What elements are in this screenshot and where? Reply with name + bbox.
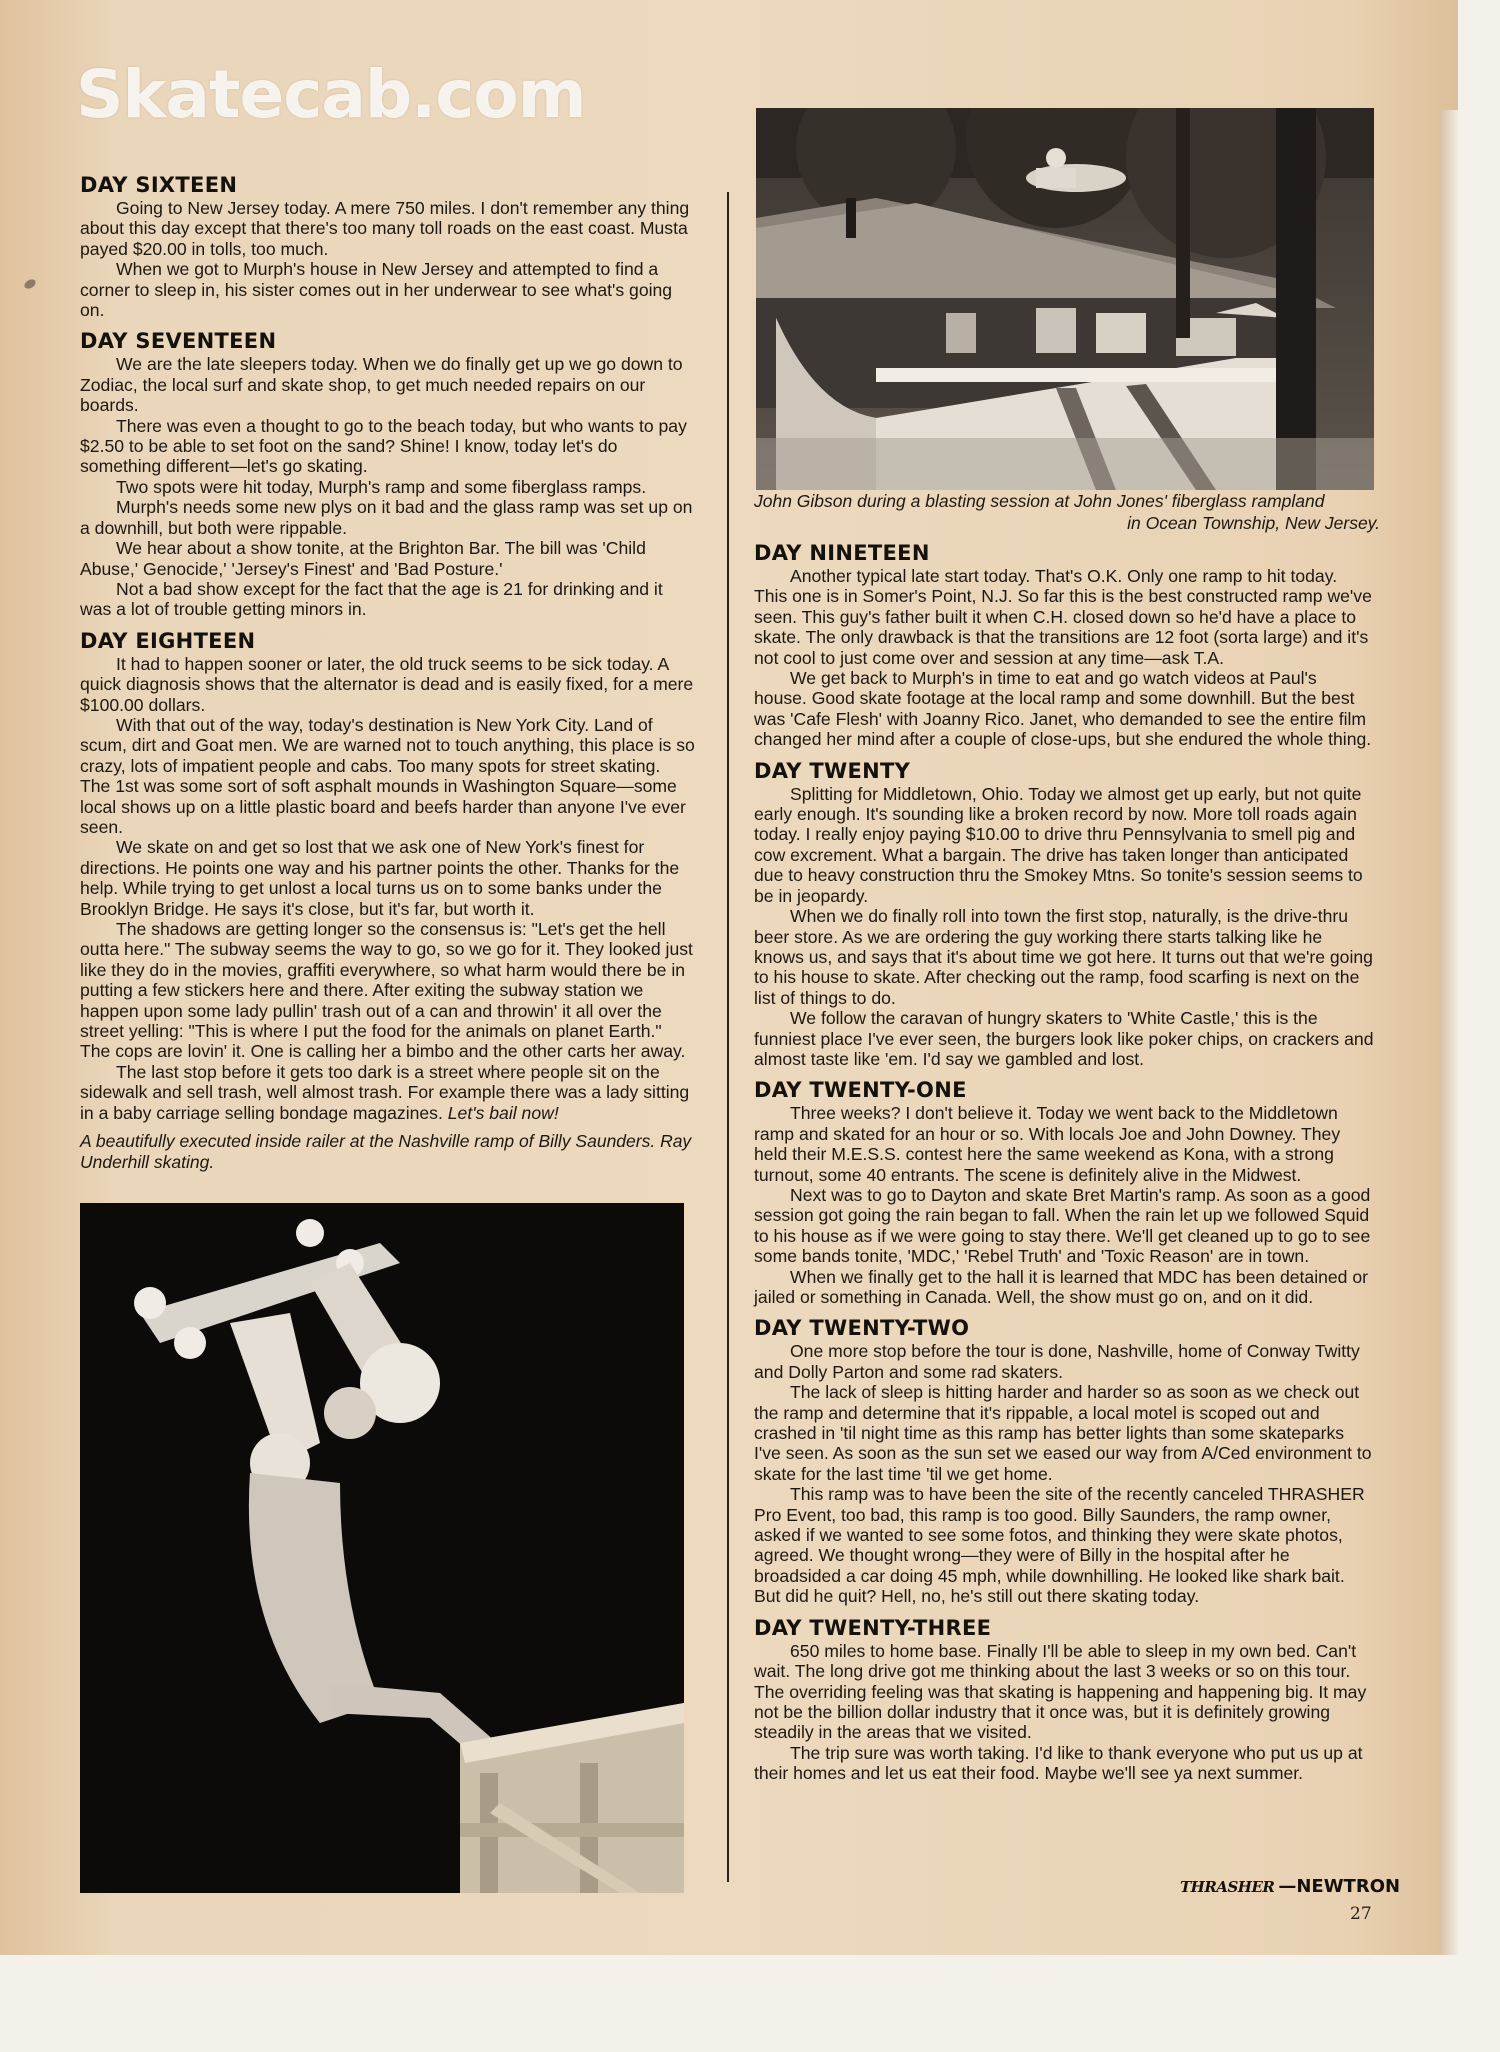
paragraph: Not a bad show except for the fact that the age is 21 for drinking and it was a lot of trouble getting minors in. (80, 578, 663, 620)
paragraph: When we got to Murph's house in New Jersey and attempted to find a corner to sleep in, his sister comes out in her underwear to see what's going on. (80, 259, 673, 321)
bottom-photo-caption: A beautifully executed inside railer at the Nashville ramp of Billy Saunders. Ray Underhill skating. (80, 1131, 692, 1173)
paragraph: With that out of the way, today's destination is New York City. Land of scum, dirt and Goat men. We are warned not to touch anything, this place is so crazy, lots of impatient people and cabs. Too many spots for street skating. The 1st was some sort of soft asphalt mounds in Washington Square—some local shows up on a little plastic board and beefs harder than anyone I've ever seen. (80, 714, 695, 837)
paragraph: We follow the caravan of hungry skaters to 'White Castle,' this is the funniest place I've ever seen, the burgers look like poker chips, on crackers and almost taste like 'em. I'd say we gambled and lost. (754, 1008, 1374, 1069)
page-edge (1440, 110, 1458, 1955)
paragraph: It had to happen sooner or later, the old truck seems to be sick today. A quick diagnosis shows that the alternator is dead and is easily fixed, for a mere $100.00 dollars. (80, 653, 694, 715)
paragraph: Murph's needs some new plys on it bad and the glass ramp was set up on a downhill, but both were rippable. (80, 497, 693, 538)
section-day-twenty-three (754, 1615, 1374, 1784)
right-column (754, 540, 1374, 1792)
section-day-twenty-two (754, 1315, 1374, 1606)
watermark: Skatecab.com (76, 56, 586, 133)
page-smudge (23, 278, 37, 291)
paragraph: We are the late sleepers today. When we do finally get up we go down to Zodiac, the local surf and skate shop, to get much needed repairs on our boards. (80, 354, 683, 416)
section-day-twenty-one (754, 1077, 1374, 1307)
paragraph: We skate on and get so lost that we ask one of New York's finest for directions. He points one way and his partner points the other. Thanks for the help. While trying to get unlost a local turns us on to some banks under the Brooklyn Bridge. He says it's close, but it's far, but worth it. (80, 837, 680, 919)
paragraph: 650 miles to home base. Finally I'll be able to sleep in my own bed. Can't wait. The long drive got me thinking about the last 3 weeks or so on this tour. The overriding feeling was that skating is happening and happening big. It may not be the billion dollar industry that it once was, but it is definitely growing steadily in the areas that we visited. (754, 1640, 1367, 1743)
paragraph: The trip sure was worth taking. I'd like to thank everyone who put us up at their homes and let us eat their food. Maybe we'll see ya next summer. (754, 1742, 1363, 1784)
paragraph: When we finally get to the hall it is learned that MDC has been detained or jailed or something in Canada. Well, the show must go on, and on it did. (754, 1266, 1368, 1307)
paragraph: The shadows are getting longer so the consensus is: "Let's get the hell outta here." The subway seems the way to go, so we go for it. They looked just like they do in the movies, graffiti everywhere, so what harm would there be in putting a few stickers here and there. After exiting the subway station we happen upon some lady pullin' trash out of a can and throwin' it all over the street yelling: "This is where I put the food for the animals on planet Earth." The cops are lovin' it. One is calling her a bimbo and the other carts her away. (80, 919, 693, 1062)
paragraph: Splitting for Middletown, Ohio. Today we almost get up early, but not quite early enough. It's sounding like a broken record by now. More toll roads again today. I really enjoy paying $10.00 to drive thru Pennsylvania to smell pig and cow excrement. What a bargain. The drive has taken longer than anticipated due to heavy construction thru the Smokey Mtns. So tonite's session seems to be in jeopardy. (754, 783, 1363, 906)
paragraph: We get back to Murph's in time to eat and go watch videos at Paul's house. Good skate footage at the local ramp and some downhill. But the best was 'Cafe Flesh' with Joanny Rico. Janet, who demanded to see the entire film changed her mind after a couple of close-ups, but she endured the whole thing. (754, 668, 1372, 750)
paragraph: Going to New Jersey today. A mere 750 miles. I don't remember any thing about this day except that there's too many toll roads on the east coast. Musta payed $20.00 in tolls, too much. (80, 198, 690, 259)
paragraph: Another typical late start today. That's O.K. Only one ramp to hit today. This one is in Somer's Point, N.J. So far this is the best constructed ramp we've seen. This guy's father built it when C.H. closed down so he'd have a place to skate. The only drawback is that the transitions are 12 foot (sorta large) and it's not cool to just come over and session at any time—ask T.A. (754, 566, 1372, 668)
italic-tail: Let's bail now! (447, 1102, 559, 1123)
section-day-eighteen (80, 628, 695, 1123)
thrasher-logo: THRASHER (1180, 1878, 1275, 1896)
section-heading: DAY TWENTY (754, 758, 911, 783)
section-heading: DAY NINETEEN (754, 541, 930, 565)
top-photo-caption (754, 490, 1380, 534)
paragraph: We hear about a show tonite, at the Brighton Bar. The bill was 'Child Abuse,' Genocide,' 'Jersey's Finest' and 'Bad Posture.' (80, 538, 646, 579)
section-heading: DAY SEVENTEEN (80, 329, 277, 354)
paragraph: One more stop before the tour is done, Nashville, home of Conway Twitty and Dolly Parton and some rad skaters. (754, 1341, 1360, 1382)
paragraph: This ramp was to have been the site of the recently canceled THRASHER Pro Event, too bad, this ramp is too good. Billy Saunders, the ramp owner, asked if we wanted to see some fotos, and thinking they were skate photos, agreed. We thought wrong—they were of Billy in the hospital after he broadsided a car doing 45 mph, while downhilling. He looked like shark bait. But did he quit? Hell, no, he's still out there skating today. (754, 1484, 1365, 1607)
paragraph: The lack of sleep is hitting harder and harder so as soon as we check out the ramp and determine that it's rippable, a local motel is scoped out and crashed in 'til night time as this ramp has better lights than some skateparks I've seen. As soon as the sun set we eased our way from A/Ced environment to skate for the last time 'til we get home. (754, 1382, 1372, 1484)
section-heading: DAY TWENTY-ONE (754, 1078, 967, 1103)
left-column (80, 172, 695, 1173)
paragraph-text: The last stop before it gets too dark is a street where people sit on the sidewalk and sell trash, well almost trash. For example there was a lady sitting in a baby carriage selling bondage magazines. (80, 1061, 690, 1123)
author-name: —NEWTRON (1278, 1876, 1401, 1897)
section-day-seventeen (80, 328, 695, 619)
halfpipe-photo-icon (756, 108, 1374, 490)
page-number: 27 (1350, 1904, 1372, 1924)
section-day-twenty (754, 758, 1374, 1070)
section-day-nineteen (754, 540, 1374, 750)
section-heading: DAY TWENTY-TWO (754, 1316, 970, 1341)
paragraph: There was even a thought to go to the beach today, but who wants to pay $2.50 to be able to set foot on the sand? Shine! I know, today let's do something different—let's go skating. (80, 415, 687, 477)
paragraph (80, 1062, 695, 1123)
skater-railer-photo-icon (80, 1203, 684, 1893)
section-heading: DAY SIXTEEN (80, 173, 238, 197)
section-heading: DAY EIGHTEEN (80, 628, 256, 653)
section-day-sixteen (80, 172, 695, 320)
paragraph: Three weeks? I don't believe it. Today we went back to the Middletown ramp and skated for an hour or so. With locals Joe and John Downey. They held their M.E.S.S. contest here the same weekend as Kona, with a strong turnout, some 40 entrants. The scene is definitely alive in the Midwest. (754, 1103, 1341, 1185)
top-caption-line-1: John Gibson during a blasting session at John Jones' fiberglass rampland (754, 491, 1325, 511)
author-signoff (1180, 1876, 1400, 1897)
paragraph: When we do finally roll into town the first stop, naturally, is the drive-thru beer store. As we are ordering the guy working there starts talking like he knows us, and says that it's about time we got here. It turns out that we're going to his house to skate. After checking out the ramp, food scarfing is next on the list of things to do. (754, 906, 1373, 1008)
top-caption-line-2: in Ocean Township, New Jersey. (1127, 513, 1380, 533)
paragraph: Next was to go to Dayton and skate Bret Martin's ramp. As soon as a good session got going the rain began to fall. When the rain let up we followed Squid to his house as if we were going to stay there. We'll get cleaned up to go to see some bands tonite, 'MDC,' 'Rebel Truth' and 'Toxic Reason' are in town. (754, 1184, 1371, 1267)
paragraph: Two spots were hit today, Murph's ramp and some fiberglass ramps. (116, 476, 647, 497)
section-heading: DAY TWENTY-THREE (754, 1615, 992, 1640)
column-divider (727, 192, 729, 1882)
